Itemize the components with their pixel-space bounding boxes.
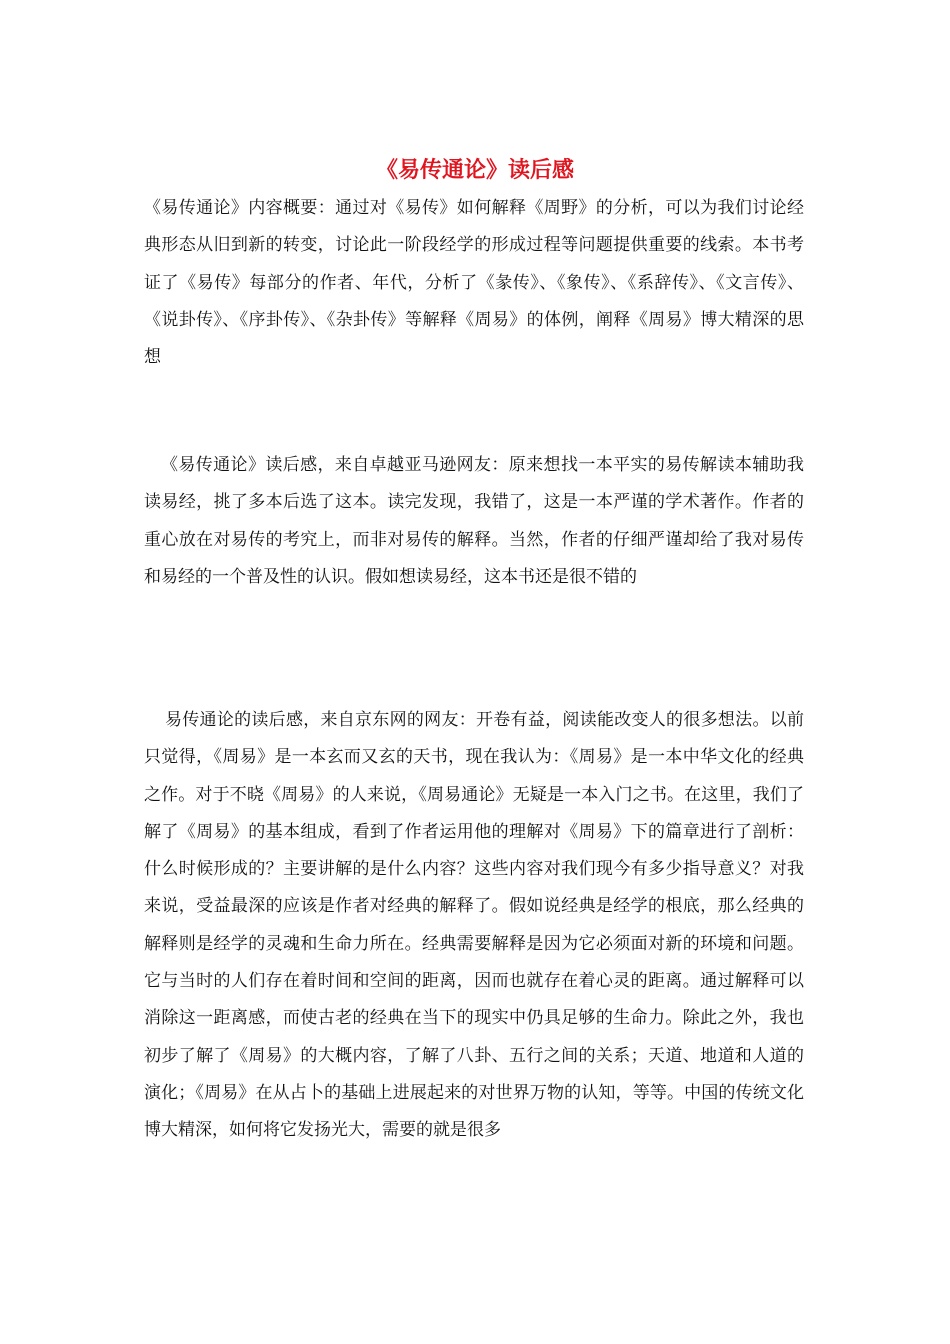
review-paragraph-amazon: 《易传通论》读后感，来自卓越亚马逊网友：原来想找一本平实的易传解读本辅助我读易经，挑了多本后选了这本。读完发现，我错了，这是一本严谨的学术著作。作者的重心放在对易传的考究上，而非对易传的解释。当然，作者的仔细严谨却给了我对易传和易经的一个普及性的认识。假如想读易经，这本书还是很不错的 (144, 455, 804, 587)
review-paragraph-jd: 易传通论的读后感，来自京东网的网友：开卷有益，阅读能改变人的很多想法。以前只觉得，《周易》是一本玄而又玄的天书，现在我认为：《周易》是一本中华文化的经典之作。对于不晓《周易》的人来说，《周易通论》无疑是一本入门之书。在这里，我们了解了《周易》的基本组成，看到了作者运用他的理解对《周易》下的篇章进行了剖析：什么时候形成的？主要讲解的是什么内容？这些内容对我们现今有多少指导意义？对我来说，受益最深的应该是作者对经典的解释了。假如说经典是经学的根底，那么经典的解释则是经学的灵魂和生命力所在。经典需要解释是因为它必须面对新的环境和问题。它与当时的人们存在着时间和空间的距离，因而也就存在着心灵的距离。通过解释可以消除这一距离感，而使古老的经典在当下的现实中仍具足够的生命力。除此之外，我也初步了解了《周易》的大概内容，了解了八卦、五行之间的关系；天道、地道和人道的演化；《周易》在从占卜的基础上进展起来的对世界万物的认知，等等。中国的传统文化博大精深，如何将它发扬光大，需要的就是很多 (144, 710, 804, 1141)
document-title: 《易传通论》读后感 (375, 157, 574, 183)
summary-paragraph: 《易传通论》内容概要：通过对《易传》如何解释《周野》的分析，可以为我们讨论经典形态从旧到新的转变，讨论此一阶段经学的形成过程等问题提供重要的线索。本书考证了《易传》每部分的作者、年代，分析了《彖传》、《象传》、《系辞传》、《文言传》、《说卦传》、《序卦传》、《杂卦传》等解释《周易》的体例，阐释《周易》博大精深的思想 (144, 198, 804, 368)
